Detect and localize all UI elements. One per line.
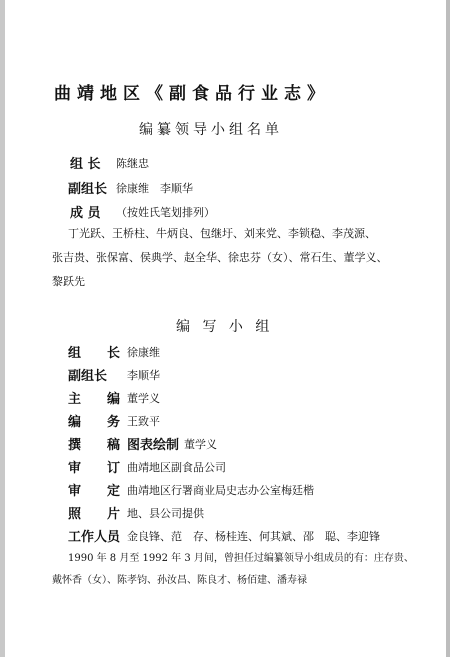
former-members-note-1: 1990 年 8 月至 1992 年 3 月间，曾担任过编纂领导小组成员的有：庄存贵、 bbox=[68, 553, 414, 564]
members-label: 成 员 bbox=[70, 206, 101, 221]
writing-row-value: 李顺华 bbox=[127, 369, 160, 382]
scan-edge-right bbox=[446, 0, 450, 657]
writing-row-label: 审 定 bbox=[68, 484, 121, 499]
former-members-note-2: 戴怀香（女）、陈孝钧、孙汝昌、陈良才、杨佰建、潘寿禄 bbox=[52, 575, 307, 586]
writing-heading: 编 写 小 组 bbox=[176, 319, 274, 335]
staff-label: 工作人员 bbox=[68, 530, 121, 545]
members-line-1: 丁光跃、王桥柱、牛炳良、包继圩、刘来党、李锁稳、李茂源、 bbox=[68, 227, 376, 240]
writing-row-label: 照 片 bbox=[68, 507, 121, 522]
writing-row-value: 董学义 bbox=[127, 392, 160, 405]
writing-row-value: 图表绘制 bbox=[127, 438, 180, 453]
writing-row-label: 审 订 bbox=[68, 461, 121, 476]
members-line-3: 黎跃先 bbox=[52, 275, 85, 288]
deputy-label: 副组长 bbox=[68, 182, 108, 197]
page-title: 曲靖地区《副食品行业志》 bbox=[54, 84, 330, 104]
members-note: （按姓氏笔划排列） bbox=[116, 206, 215, 219]
scan-edge-left bbox=[0, 0, 5, 657]
writing-row-label: 组 长 bbox=[68, 346, 121, 361]
leader-name: 陈继忠 bbox=[116, 157, 149, 170]
writing-row-value: 地、县公司提供 bbox=[127, 507, 204, 520]
writing-row-value: 王致平 bbox=[127, 415, 160, 428]
members-line-2: 张吉贵、张保富、侯典学、赵全华、徐忠芬（女）、常石生、董学义、 bbox=[52, 251, 388, 264]
writing-row-label: 撰 稿 bbox=[68, 438, 121, 453]
writing-row-label: 主 编 bbox=[68, 392, 121, 407]
writing-row-value-2: 董学义 bbox=[184, 438, 217, 451]
deputy-names: 徐康维 李顺华 bbox=[116, 182, 193, 195]
writing-row-value: 曲靖地区行署商业局史志办公室梅廷楷 bbox=[127, 484, 314, 497]
staff-names: 金良锋、范 存、杨桂连、何其斌、邵 聪、李迎锋 bbox=[127, 530, 380, 543]
writing-row-value: 曲靖地区副食品公司 bbox=[127, 461, 226, 474]
leader-label: 组 长 bbox=[70, 157, 101, 172]
committee-heading: 编纂领导小组名单 bbox=[139, 122, 283, 138]
writing-row-label: 编 务 bbox=[68, 415, 121, 430]
writing-row-value: 徐康维 bbox=[127, 346, 160, 359]
writing-row-label: 副组长 bbox=[68, 369, 108, 384]
